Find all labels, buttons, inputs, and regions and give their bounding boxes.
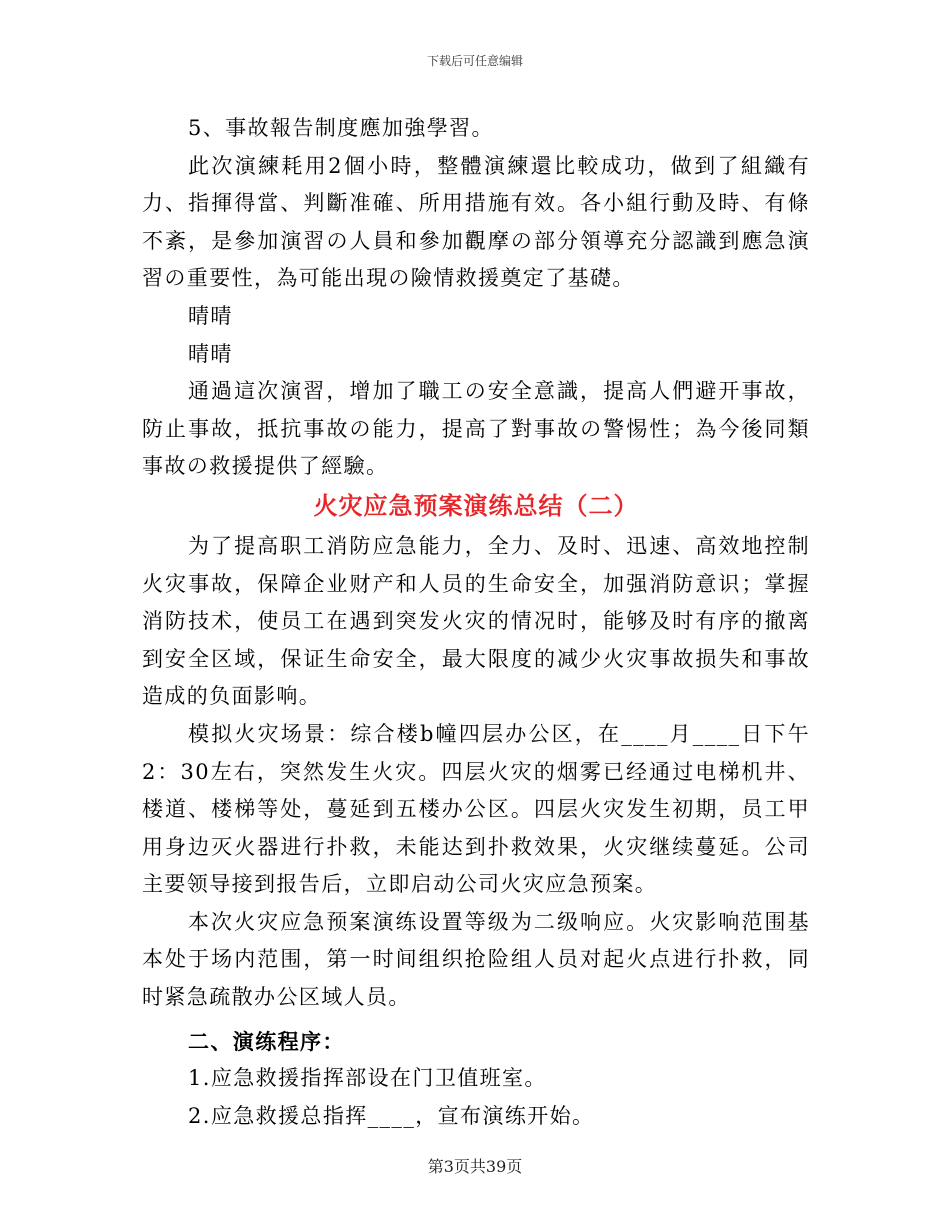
paragraph-fire-scenario: 模拟火灾场景：综合楼b幢四层办公区，在____月____日下午2：30左右，突然发生火灾。四层火灾的烟雾已经通过电梯机井、楼道、楼梯等处，蔓延到五楼办公区。四层火灾发生初期，员工甲用身边灭火器进行扑救，未能达到扑救效果，火灾继续蔓延。公司主要领导接到报告后，立即启动公司火灾应急预案。	[142, 721, 810, 897]
paragraph-drill-conclusion: 通過這次演習，增加了職工の安全意識，提高人們避开事故，防止事故，抵抗事故の能力，提高了對事故の警惕性；為今後同類事故の救援提供了經驗。	[142, 379, 810, 479]
paragraph-accident-report: 5、事故報告制度應加強學習。	[188, 116, 494, 140]
paragraph-purpose: 为了提高职工消防应急能力，全力、及时、迅速、高效地控制火灾事故，保障企业财产和人员的生命安全，加强消防意识；掌握消防技术，使员工在遇到突发火灾的情况时，能够及时有序的撤离到安全区域，保证生命安全，最大限度的减少火灾事故损失和事故造成的负面影响。	[142, 533, 810, 709]
paragraph-placeholder-1: 晴晴	[188, 303, 233, 328]
paragraph-drill-summary: 此次演練耗用2個小時，整體演練還比較成功，做到了組織有力、指揮得當、判斷准確、所用措施有效。各小組行動及時、有條不紊，是參加演習の人員和參加觀摩の部分領導充分認識到應急演習の重要性，為可能出現の險情救援奠定了基礎。	[142, 153, 810, 291]
document-body	[142, 110, 810, 1135]
paragraph-placeholder-2: 晴晴	[188, 341, 233, 366]
subheading-drill-procedure: 二、演练程序：	[188, 1028, 345, 1054]
list-item: 1.应急救援指挥部设在门卫值班室。	[188, 1066, 547, 1091]
page-footer: 第3页共39页	[427, 1157, 523, 1176]
page-header: 下载后可任意编辑	[426, 54, 523, 68]
section-title: 火灾应急预案演练总结（二）	[313, 491, 639, 520]
list-item: 2.应急救援总指挥____，宣布演练开始。	[188, 1103, 595, 1128]
paragraph-response-level: 本次火灾应急预案演练设置等级为二级响应。火灾影响范围基本处于场内范围，第一时间组织抢险组人员对起火点进行扑救，同时紧急疏散办公区域人员。	[142, 909, 810, 1010]
